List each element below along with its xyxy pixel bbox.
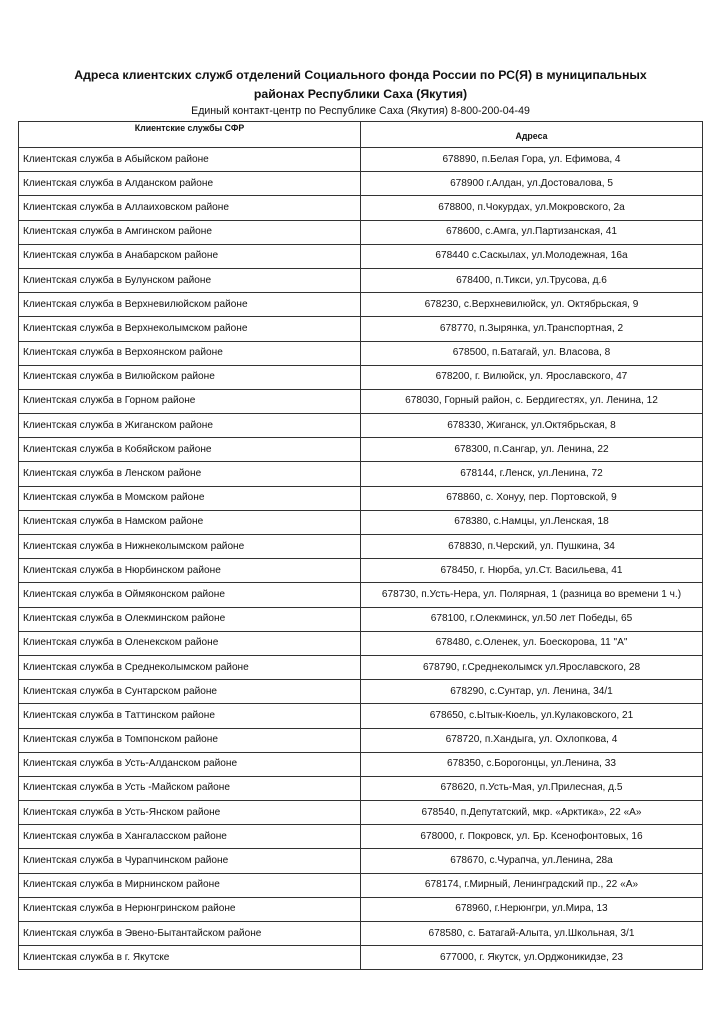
service-name-cell: Клиентская служба в Жиганском районе: [19, 414, 361, 438]
service-name-cell: Клиентская служба в Хангаласском районе: [19, 825, 361, 849]
address-cell: 678200, г. Вилюйск, ул. Ярославского, 47: [361, 365, 703, 389]
table-row: [19, 776, 703, 800]
table-row: [19, 244, 703, 268]
address-cell: 678540, п.Депутатский, мкр. «Арктика», 22 «А»: [361, 801, 703, 825]
address-cell: 678600, с.Амга, ул.Партизанская, 41: [361, 220, 703, 244]
service-name-cell: Клиентская служба в Верхневилюйском районе: [19, 293, 361, 317]
service-name-cell: Клиентская служба в Аллаиховском районе: [19, 196, 361, 220]
table-row: [19, 293, 703, 317]
table-row: [19, 728, 703, 752]
address-cell: 678300, п.Сангар, ул. Ленина, 22: [361, 438, 703, 462]
address-cell: 678380, с.Намцы, ул.Ленская, 18: [361, 510, 703, 534]
address-cell: 677000, г. Якутск, ул.Орджоникидзе, 23: [361, 946, 703, 970]
service-name-cell: Клиентская служба в Олекминском районе: [19, 607, 361, 631]
service-name-cell: Клиентская служба в Ленском районе: [19, 462, 361, 486]
client-services-table: [18, 121, 703, 970]
address-cell: 678800, п.Чокурдах, ул.Мокровского, 2а: [361, 196, 703, 220]
address-cell: 678000, г. Покровск, ул. Бр. Ксенофонтовых, 16: [361, 825, 703, 849]
service-name-cell: Клиентская служба в Нюрбинском районе: [19, 559, 361, 583]
table-row: [19, 220, 703, 244]
contact-center-subtitle: Единый контакт-центр по Республике Саха (Якутия) 8-800-200-04-49: [191, 105, 530, 117]
document-title: [18, 66, 703, 104]
service-name-cell: Клиентская служба в Оймяконском районе: [19, 583, 361, 607]
table-row: [19, 849, 703, 873]
table-row: [19, 897, 703, 921]
table-row: [19, 922, 703, 946]
service-name-cell: Клиентская служба в Среднеколымском районе: [19, 655, 361, 679]
service-name-cell: Клиентская служба в Чурапчинском районе: [19, 849, 361, 873]
service-name-cell: Клиентская служба в г. Якутске: [19, 946, 361, 970]
address-cell: 678174, г.Мирный, Ленинградский пр., 22 «А»: [361, 873, 703, 897]
table-row: [19, 172, 703, 196]
address-cell: 678830, п.Черский, ул. Пушкина, 34: [361, 535, 703, 559]
address-cell: 678230, с.Верхневилюйск, ул. Октябрьская, 9: [361, 293, 703, 317]
table-row: [19, 946, 703, 970]
address-cell: 678480, с.Оленек, ул. Боескорова, 11 "А": [361, 631, 703, 655]
address-cell: 678330, Жиганск, ул.Октябрьская, 8: [361, 414, 703, 438]
service-name-cell: Клиентская служба в Томпонском районе: [19, 728, 361, 752]
address-cell: 678290, с.Сунтар, ул. Ленина, 34/1: [361, 680, 703, 704]
table-row: [19, 873, 703, 897]
address-cell: 678144, г.Ленск, ул.Ленина, 72: [361, 462, 703, 486]
service-name-cell: Клиентская служба в Горном районе: [19, 389, 361, 413]
table-row: [19, 680, 703, 704]
service-name-cell: Клиентская служба в Нерюнгринском районе: [19, 897, 361, 921]
address-cell: 678790, г.Среднеколымск ул.Ярославского, 28: [361, 655, 703, 679]
service-name-cell: Клиентская служба в Намском районе: [19, 510, 361, 534]
table-row: [19, 268, 703, 292]
service-name-cell: Клиентская служба в Булунском районе: [19, 268, 361, 292]
table-row: [19, 752, 703, 776]
service-name-cell: Клиентская служба в Абыйском районе: [19, 148, 361, 172]
address-cell: 678730, п.Усть-Нера, ул. Полярная, 1 (разница во времени 1 ч.): [361, 583, 703, 607]
table-row: [19, 365, 703, 389]
address-cell: 678650, с.Ытык-Кюель, ул.Кулаковского, 21: [361, 704, 703, 728]
service-name-cell: Клиентская служба в Усть-Алданском районе: [19, 752, 361, 776]
table-row: [19, 583, 703, 607]
service-name-cell: Клиентская служба в Верхнеколымском районе: [19, 317, 361, 341]
address-cell: 678400, п.Тикси, ул.Трусова, д.6: [361, 268, 703, 292]
address-cell: 678900 г.Алдан, ул.Достовалова, 5: [361, 172, 703, 196]
service-name-cell: Клиентская служба в Момском районе: [19, 486, 361, 510]
table-row: [19, 462, 703, 486]
address-cell: 678030, Горный район, с. Бердигестях, ул. Ленина, 12: [361, 389, 703, 413]
table-body: [19, 148, 703, 970]
service-name-cell: Клиентская служба в Нижнеколымском районе: [19, 535, 361, 559]
table-row: [19, 414, 703, 438]
service-name-cell: Клиентская служба в Амгинском районе: [19, 220, 361, 244]
table-row: [19, 196, 703, 220]
service-name-cell: Клиентская служба в Анабарском районе: [19, 244, 361, 268]
header-addresses: Адреса: [361, 122, 703, 148]
service-name-cell: Клиентская служба в Алданском районе: [19, 172, 361, 196]
header-services: Клиентские службы СФР: [19, 122, 361, 148]
table-row: [19, 148, 703, 172]
table-row: [19, 341, 703, 365]
address-cell: 678450, г. Нюрба, ул.Ст. Васильева, 41: [361, 559, 703, 583]
service-name-cell: Клиентская служба в Мирнинском районе: [19, 873, 361, 897]
service-name-cell: Клиентская служба в Усть -Майском районе: [19, 776, 361, 800]
address-cell: 678670, с.Чурапча, ул.Ленина, 28а: [361, 849, 703, 873]
table-row: [19, 438, 703, 462]
address-cell: 678960, г.Нерюнгри, ул.Мира, 13: [361, 897, 703, 921]
service-name-cell: Клиентская служба в Вилюйском районе: [19, 365, 361, 389]
service-name-cell: Клиентская служба в Сунтарском районе: [19, 680, 361, 704]
address-cell: 678100, г.Олекминск, ул.50 лет Победы, 65: [361, 607, 703, 631]
table-row: [19, 559, 703, 583]
table-header-row: [19, 122, 703, 148]
table-row: [19, 317, 703, 341]
address-cell: 678440 с.Саскылах, ул.Молодежная, 16а: [361, 244, 703, 268]
table-row: [19, 801, 703, 825]
address-cell: 678350, с.Борогонцы, ул.Ленина, 33: [361, 752, 703, 776]
service-name-cell: Клиентская служба в Таттинском районе: [19, 704, 361, 728]
table-row: [19, 631, 703, 655]
service-name-cell: Клиентская служба в Эвено-Бытантайском районе: [19, 922, 361, 946]
table-row: [19, 825, 703, 849]
address-cell: 678770, п.Зырянка, ул.Транспортная, 2: [361, 317, 703, 341]
address-cell: 678500, п.Батагай, ул. Власова, 8: [361, 341, 703, 365]
table-row: [19, 535, 703, 559]
table-row: [19, 607, 703, 631]
service-name-cell: Клиентская служба в Кобяйском районе: [19, 438, 361, 462]
document-title-line-2: районах Республики Саха (Якутия): [253, 87, 468, 101]
table-row: [19, 486, 703, 510]
service-name-cell: Клиентская служба в Оленекском районе: [19, 631, 361, 655]
document-title-line-1: Адреса клиентских служб отделений Социального фонда России по РС(Я) в муниципальных: [74, 68, 647, 82]
table-row: [19, 704, 703, 728]
table-row: [19, 655, 703, 679]
table-row: [19, 510, 703, 534]
address-cell: 678720, п.Хандыга, ул. Охлопкова, 4: [361, 728, 703, 752]
address-cell: 678620, п.Усть-Мая, ул.Прилесная, д.5: [361, 776, 703, 800]
address-cell: 678580, с. Батагай-Алыта, ул.Школьная, 3/1: [361, 922, 703, 946]
table-row: [19, 389, 703, 413]
address-cell: 678890, п.Белая Гора, ул. Ефимова, 4: [361, 148, 703, 172]
address-cell: 678860, с. Хонуу, пер. Портовской, 9: [361, 486, 703, 510]
service-name-cell: Клиентская служба в Усть-Янском районе: [19, 801, 361, 825]
service-name-cell: Клиентская служба в Верхоянском районе: [19, 341, 361, 365]
